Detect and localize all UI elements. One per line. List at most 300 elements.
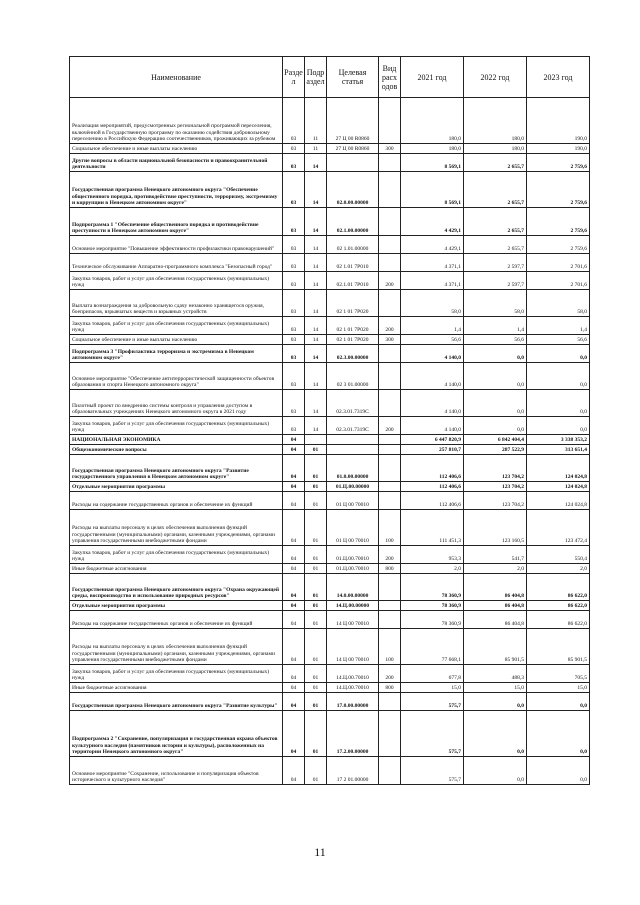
- cell-year-2021: 15,0: [401, 683, 464, 693]
- table-row: [70, 317, 590, 335]
- cell-subsection: 01: [305, 510, 327, 546]
- cell-name: Расходы на выплаты персоналу в целях обеспечения выполнения функций государственными (муниципальными) органами, казенными учреждениями, органами управления государственными внебюджетными фондами: [70, 629, 283, 665]
- cell-year-2021: 6 447 820,9: [401, 435, 464, 445]
- cell-year-2023: 0,0: [527, 693, 590, 711]
- cell-expense-type: [379, 290, 401, 317]
- cell-target-article: 02.3.01.7319C: [327, 390, 379, 417]
- table-row: [70, 455, 590, 482]
- cell-subsection: [305, 435, 327, 445]
- cell-subsection: 14: [305, 335, 327, 345]
- cell-target-article: 02 1 01 7P020: [327, 317, 379, 335]
- header-expense-type: Вид расх одов: [379, 57, 401, 98]
- cell-year-2023: 0,0: [527, 390, 590, 417]
- cell-year-2022: 287 522,9: [464, 445, 527, 455]
- cell-expense-type: 100: [379, 629, 401, 665]
- cell-target-article: 17 2 01.00000: [327, 757, 379, 785]
- cell-year-2023: 0,0: [527, 417, 590, 435]
- cell-year-2022: 2,0: [464, 564, 527, 574]
- cell-expense-type: [379, 757, 401, 785]
- cell-year-2021: 4 371,1: [401, 254, 464, 272]
- table-row: [70, 693, 590, 711]
- cell-section: 03: [283, 208, 305, 236]
- cell-year-2021: 4 140,0: [401, 345, 464, 363]
- cell-year-2022: 86 404,8: [464, 601, 527, 611]
- cell-target-article: 01.Ц.00.70010: [327, 564, 379, 574]
- cell-section: 03: [283, 345, 305, 363]
- cell-target-article: 14.Ц.00.00000: [327, 601, 379, 611]
- cell-year-2021: 111 451,3: [401, 510, 464, 546]
- cell-target-article: [327, 445, 379, 455]
- cell-name: Отдельные мероприятия программы: [70, 601, 283, 611]
- cell-year-2021: 575,7: [401, 693, 464, 711]
- cell-year-2021: 1,4: [401, 317, 464, 335]
- table-row: [70, 482, 590, 492]
- cell-expense-type: [379, 154, 401, 172]
- cell-name: НАЦИОНАЛЬНАЯ ЭКОНОМИКА: [70, 435, 283, 445]
- cell-year-2022: 488,3: [464, 665, 527, 683]
- header-name: Наименование: [70, 57, 283, 98]
- cell-year-2021: 575,7: [401, 757, 464, 785]
- cell-year-2021: 953,3: [401, 546, 464, 564]
- cell-section: 04: [283, 629, 305, 665]
- cell-target-article: 27 Ц 00 R0860: [327, 144, 379, 154]
- cell-expense-type: [379, 363, 401, 390]
- cell-year-2023: 313 651,4: [527, 445, 590, 455]
- cell-year-2023: 0,0: [527, 345, 590, 363]
- cell-subsection: 01: [305, 482, 327, 492]
- cell-year-2021: 2,0: [401, 564, 464, 574]
- cell-target-article: 02 1 01 7P020: [327, 335, 379, 345]
- cell-year-2023: 15,0: [527, 683, 590, 693]
- header-subsection: Подр аздел: [305, 57, 327, 98]
- cell-year-2022: 123 160,5: [464, 510, 527, 546]
- table-row: [70, 335, 590, 345]
- cell-target-article: [327, 154, 379, 172]
- cell-year-2023: 2 759,6: [527, 172, 590, 208]
- cell-year-2021: 4 140,0: [401, 390, 464, 417]
- cell-expense-type: 800: [379, 564, 401, 574]
- cell-expense-type: [379, 455, 401, 482]
- table-row: [70, 363, 590, 390]
- cell-year-2022: 0,0: [464, 693, 527, 711]
- cell-year-2023: 56,6: [527, 335, 590, 345]
- cell-year-2021: 4 429,1: [401, 236, 464, 254]
- cell-year-2023: 58,0: [527, 290, 590, 317]
- cell-section: 04: [283, 757, 305, 785]
- cell-section: 04: [283, 482, 305, 492]
- cell-section: 03: [283, 335, 305, 345]
- cell-subsection: 11: [305, 98, 327, 144]
- cell-name: Расходы на содержание государственных органов и обеспечение их функций: [70, 492, 283, 510]
- cell-expense-type: 100: [379, 510, 401, 546]
- cell-expense-type: [379, 236, 401, 254]
- budget-document: [69, 56, 589, 785]
- cell-year-2022: 2 655,7: [464, 172, 527, 208]
- cell-subsection: 01: [305, 629, 327, 665]
- cell-section: 03: [283, 236, 305, 254]
- table-row: [70, 546, 590, 564]
- cell-section: 03: [283, 172, 305, 208]
- cell-name: Государственная программа Ненецкого автономного округа "Развитие культуры": [70, 693, 283, 711]
- cell-expense-type: [379, 345, 401, 363]
- table-row: [70, 601, 590, 611]
- cell-subsection: 11: [305, 144, 327, 154]
- cell-name: Реализация мероприятий, предусмотренных региональной программой переселения, включённой в Государственную программу по оказанию содействия добровольному переселению в Российскую Федерацию соотечественников, проживающих за рубежом: [70, 98, 283, 144]
- cell-year-2022: 56,6: [464, 335, 527, 345]
- cell-year-2023: 550,4: [527, 546, 590, 564]
- cell-subsection: 14: [305, 363, 327, 390]
- cell-subsection: 01: [305, 492, 327, 510]
- header-section: Разде л: [283, 57, 305, 98]
- cell-section: 04: [283, 492, 305, 510]
- cell-year-2022: 180,0: [464, 98, 527, 144]
- cell-expense-type: [379, 482, 401, 492]
- table-row: [70, 290, 590, 317]
- cell-name: Основное мероприятие "Повышение эффективности профилактики правонарушений": [70, 236, 283, 254]
- cell-expense-type: 200: [379, 317, 401, 335]
- cell-target-article: 02 1 01 7P020: [327, 290, 379, 317]
- cell-section: 04: [283, 665, 305, 683]
- cell-year-2022: 0,0: [464, 757, 527, 785]
- cell-target-article: 14 Ц 00 70010: [327, 611, 379, 629]
- cell-expense-type: [379, 172, 401, 208]
- cell-year-2021: 257 810,7: [401, 445, 464, 455]
- cell-subsection: 01: [305, 611, 327, 629]
- cell-subsection: 14: [305, 290, 327, 317]
- table-row: [70, 574, 590, 601]
- cell-year-2021: 677,8: [401, 665, 464, 683]
- cell-target-article: 14.0.00.00000: [327, 574, 379, 601]
- cell-year-2021: 112 406,6: [401, 482, 464, 492]
- cell-target-article: 14.Ц.00.70010: [327, 665, 379, 683]
- header-year-2023: 2023 год: [527, 57, 590, 98]
- header-year-2021: 2021 год: [401, 57, 464, 98]
- cell-year-2023: 124 024,8: [527, 492, 590, 510]
- cell-name: Техническое обслуживание Аппаратно-программного комплекса "Безопасный город": [70, 254, 283, 272]
- cell-name: Закупка товаров, работ и услуг для обеспечения государственных (муниципальных) нужд: [70, 546, 283, 564]
- cell-year-2021: 8 569,1: [401, 172, 464, 208]
- table-row: [70, 665, 590, 683]
- cell-year-2021: 4 140,0: [401, 363, 464, 390]
- cell-subsection: 14: [305, 345, 327, 363]
- cell-section: 03: [283, 154, 305, 172]
- cell-expense-type: 200: [379, 272, 401, 290]
- table-row: [70, 445, 590, 455]
- cell-name: Закупка товаров, работ и услуг для обеспечения государственных (муниципальных) нужд: [70, 272, 283, 290]
- cell-target-article: 02.0.00.00000: [327, 172, 379, 208]
- cell-subsection: 14: [305, 417, 327, 435]
- cell-expense-type: 300: [379, 335, 401, 345]
- cell-target-article: 01.Ц.00.00000: [327, 482, 379, 492]
- cell-year-2021: 180,0: [401, 144, 464, 154]
- cell-name: Другие вопросы в области национальной безопасности и правоохранительной деятельности: [70, 154, 283, 172]
- table-row: [70, 757, 590, 785]
- cell-year-2023: 2 759,6: [527, 154, 590, 172]
- cell-name: Выплата вознаграждения за добровольную сдачу незаконно хранящегося оружия, боеприпасов, взрывчатых веществ и взрывных устройств: [70, 290, 283, 317]
- cell-year-2022: 123 704,2: [464, 482, 527, 492]
- cell-name: Социальное обеспечение и иные выплаты населению: [70, 335, 283, 345]
- cell-section: 04: [283, 693, 305, 711]
- table-row: [70, 208, 590, 236]
- cell-year-2021: 78 360,9: [401, 601, 464, 611]
- cell-year-2021: 56,6: [401, 335, 464, 345]
- cell-subsection: 01: [305, 445, 327, 455]
- cell-subsection: 01: [305, 574, 327, 601]
- cell-year-2023: 2 759,6: [527, 208, 590, 236]
- cell-year-2022: 58,0: [464, 290, 527, 317]
- header-target-article: Целевая статья: [327, 57, 379, 98]
- table-row: [70, 564, 590, 574]
- cell-subsection: 01: [305, 757, 327, 785]
- cell-name: Общеэкономические вопросы: [70, 445, 283, 455]
- cell-expense-type: [379, 254, 401, 272]
- cell-subsection: 14: [305, 272, 327, 290]
- cell-subsection: 01: [305, 693, 327, 711]
- cell-expense-type: [379, 574, 401, 601]
- cell-year-2022: 86 404,8: [464, 611, 527, 629]
- cell-name: Отдельные мероприятия программы: [70, 482, 283, 492]
- cell-target-article: 02.3.00.00000: [327, 345, 379, 363]
- cell-section: 04: [283, 601, 305, 611]
- cell-year-2022: 123 704,2: [464, 455, 527, 482]
- cell-name: Закупка товаров, работ и услуг для обеспечения государственных (муниципальных) нужд: [70, 317, 283, 335]
- cell-name: Социальное обеспечение и иные выплаты населению: [70, 144, 283, 154]
- cell-year-2023: 124 024,8: [527, 455, 590, 482]
- cell-section: 04: [283, 711, 305, 757]
- cell-year-2022: 0,0: [464, 417, 527, 435]
- cell-year-2023: 86 622,0: [527, 574, 590, 601]
- cell-target-article: 02.3.01.7319C: [327, 417, 379, 435]
- cell-target-article: 14.Ц.00.70010: [327, 683, 379, 693]
- cell-year-2023: 190,0: [527, 98, 590, 144]
- cell-subsection: 14: [305, 254, 327, 272]
- table-body: [70, 98, 590, 785]
- cell-subsection: 14: [305, 317, 327, 335]
- cell-target-article: 02.1.00.00000: [327, 208, 379, 236]
- cell-name: Государственная программа Ненецкого автономного округа "Обеспечение общественного порядка, противодействие преступности, терроризму, экстремизму и коррупции в Ненецком автономном округе": [70, 172, 283, 208]
- cell-year-2022: 2 655,7: [464, 236, 527, 254]
- cell-year-2023: 2 701,6: [527, 272, 590, 290]
- cell-year-2021: 4 429,1: [401, 208, 464, 236]
- cell-year-2023: 0,0: [527, 363, 590, 390]
- cell-expense-type: [379, 693, 401, 711]
- table-row: [70, 98, 590, 144]
- cell-year-2021: 4 140,0: [401, 417, 464, 435]
- cell-year-2022: 15,0: [464, 683, 527, 693]
- cell-subsection: 01: [305, 683, 327, 693]
- cell-expense-type: 200: [379, 417, 401, 435]
- cell-section: 04: [283, 564, 305, 574]
- cell-year-2022: 0,0: [464, 711, 527, 757]
- cell-name: Закупка товаров, работ и услуг для обеспечения государственных (муниципальных) нужд: [70, 417, 283, 435]
- cell-section: 03: [283, 254, 305, 272]
- cell-target-article: 02.1.01 7P010: [327, 272, 379, 290]
- table-row: [70, 510, 590, 546]
- cell-expense-type: [379, 711, 401, 757]
- table-row: [70, 711, 590, 757]
- cell-expense-type: [379, 611, 401, 629]
- table-row: [70, 390, 590, 417]
- cell-name: Подпрограмма 2 "Сохранение, популяризация и государственная охрана объектов культурного наследия (памятников истории и культуры), расположенных на территории Ненецкого автономного округа": [70, 711, 283, 757]
- cell-expense-type: 300: [379, 144, 401, 154]
- cell-subsection: 01: [305, 665, 327, 683]
- table-row: [70, 683, 590, 693]
- cell-year-2021: 58,0: [401, 290, 464, 317]
- cell-expense-type: 200: [379, 665, 401, 683]
- cell-name: Расходы на выплаты персоналу в целях обеспечения выполнения функций государственными (муниципальными) органами, казенными учреждениями, органами управления государственными внебюджетными фондами: [70, 510, 283, 546]
- cell-target-article: 02 1.01.00000: [327, 236, 379, 254]
- cell-expense-type: [379, 98, 401, 144]
- cell-name: Расходы на содержание государственных органов и обеспечение их функций: [70, 611, 283, 629]
- cell-target-article: 17.0.00.00000: [327, 693, 379, 711]
- cell-subsection: 01: [305, 601, 327, 611]
- cell-year-2023: 86 622,0: [527, 611, 590, 629]
- cell-subsection: 01: [305, 711, 327, 757]
- cell-name: Основное мероприятие "Обеспечение антитеррористической защищенности объектов образования и спорта Ненецкого автономного округа": [70, 363, 283, 390]
- cell-expense-type: [379, 492, 401, 510]
- cell-name: Закупка товаров, работ и услуг для обеспечения государственных (муниципальных) нужд: [70, 665, 283, 683]
- cell-year-2022: 1,4: [464, 317, 527, 335]
- cell-year-2022: 0,0: [464, 363, 527, 390]
- cell-year-2023: 1,4: [527, 317, 590, 335]
- cell-expense-type: 200: [379, 546, 401, 564]
- cell-subsection: 14: [305, 208, 327, 236]
- cell-section: 04: [283, 445, 305, 455]
- table-row: [70, 172, 590, 208]
- cell-target-article: 14 Ц 00 70010: [327, 629, 379, 665]
- table-row: [70, 492, 590, 510]
- cell-expense-type: 800: [379, 683, 401, 693]
- cell-year-2023: 705,5: [527, 665, 590, 683]
- table-row: [70, 345, 590, 363]
- cell-expense-type: [379, 601, 401, 611]
- cell-name: Основное мероприятие "Сохранение, использование и популяризация объектов исторического и культурного наследия": [70, 757, 283, 785]
- cell-section: 03: [283, 144, 305, 154]
- cell-year-2021: 78 360,9: [401, 611, 464, 629]
- cell-expense-type: [379, 390, 401, 417]
- cell-subsection: 01: [305, 546, 327, 564]
- cell-section: 03: [283, 98, 305, 144]
- cell-expense-type: [379, 445, 401, 455]
- cell-year-2022: 541,7: [464, 546, 527, 564]
- cell-target-article: 01.Ц.00.70010: [327, 546, 379, 564]
- cell-section: 04: [283, 510, 305, 546]
- cell-subsection: 01: [305, 564, 327, 574]
- cell-year-2023: 2 759,6: [527, 236, 590, 254]
- cell-name: Иные бюджетные ассигнования: [70, 683, 283, 693]
- cell-year-2023: 190,0: [527, 144, 590, 154]
- table-row: [70, 417, 590, 435]
- cell-name: Государственная программа Ненецкого автономного округа "Развитие государственного управления в Ненецком автономном округе": [70, 455, 283, 482]
- table-header-row: [70, 57, 590, 98]
- page-number: 11: [314, 845, 326, 859]
- table-row: [70, 154, 590, 172]
- cell-year-2022: 6 842 404,4: [464, 435, 527, 445]
- cell-year-2021: 77 668,1: [401, 629, 464, 665]
- cell-section: 04: [283, 435, 305, 445]
- cell-year-2022: 123 704,2: [464, 492, 527, 510]
- cell-subsection: 14: [305, 172, 327, 208]
- cell-section: 03: [283, 317, 305, 335]
- cell-year-2022: 2 655,7: [464, 208, 527, 236]
- cell-year-2021: 575,7: [401, 711, 464, 757]
- table-row: [70, 435, 590, 445]
- cell-target-article: 01.0.00.00000: [327, 455, 379, 482]
- cell-year-2023: 0,0: [527, 757, 590, 785]
- cell-section: 04: [283, 611, 305, 629]
- cell-target-article: 27 Ц 00 R0860: [327, 98, 379, 144]
- table-row: [70, 144, 590, 154]
- cell-year-2023: 124 024,8: [527, 482, 590, 492]
- cell-year-2021: 112 406,6: [401, 492, 464, 510]
- table-row: [70, 236, 590, 254]
- cell-subsection: 01: [305, 455, 327, 482]
- budget-table: [69, 56, 590, 785]
- cell-year-2021: 78 360,9: [401, 574, 464, 601]
- cell-target-article: 17.2.00.00000: [327, 711, 379, 757]
- cell-target-article: 01 Ц 00 70010: [327, 492, 379, 510]
- cell-target-article: 02 1.01 7P010: [327, 254, 379, 272]
- cell-name: Иные бюджетные ассигнования: [70, 564, 283, 574]
- cell-year-2022: 180,0: [464, 144, 527, 154]
- cell-subsection: 14: [305, 236, 327, 254]
- cell-year-2022: 86 404,8: [464, 574, 527, 601]
- cell-expense-type: [379, 208, 401, 236]
- header-year-2022: 2022 год: [464, 57, 527, 98]
- cell-name: Государственная программа Ненецкого автономного округа "Охрана окружающей среды, воспроизводство и использование природных ресурсов": [70, 574, 283, 601]
- cell-section: 03: [283, 390, 305, 417]
- cell-name: Подпрограмма 1 "Обеспечение общественного порядка и противодействие преступности в Ненецком автономном округе": [70, 208, 283, 236]
- cell-year-2023: 123 472,4: [527, 510, 590, 546]
- table-row: [70, 629, 590, 665]
- cell-year-2023: 2 701,6: [527, 254, 590, 272]
- cell-target-article: 02 3 01.00000: [327, 363, 379, 390]
- table-row: [70, 611, 590, 629]
- cell-name: Пилотный проект по внедрению системы контроля и управления доступом в образовательных учреждениях Ненецкого автономного округа в 2021 году: [70, 390, 283, 417]
- cell-year-2022: 0,0: [464, 345, 527, 363]
- cell-expense-type: [379, 435, 401, 445]
- cell-subsection: 14: [305, 154, 327, 172]
- cell-section: 03: [283, 290, 305, 317]
- cell-year-2021: 112 406,6: [401, 455, 464, 482]
- cell-target-article: [327, 435, 379, 445]
- cell-year-2021: 8 569,1: [401, 154, 464, 172]
- cell-year-2023: 3 338 353,2: [527, 435, 590, 445]
- cell-name: Подпрограмма 3 "Профилактика терроризма и экстремизма в Ненецком автономном округе": [70, 345, 283, 363]
- cell-year-2021: 4 371,1: [401, 272, 464, 290]
- table-row: [70, 254, 590, 272]
- cell-section: 03: [283, 363, 305, 390]
- cell-section: 04: [283, 455, 305, 482]
- cell-section: 04: [283, 546, 305, 564]
- cell-section: 03: [283, 417, 305, 435]
- cell-year-2022: 2 597,7: [464, 254, 527, 272]
- cell-year-2021: 180,0: [401, 98, 464, 144]
- cell-year-2023: 85 901,5: [527, 629, 590, 665]
- cell-year-2022: 2 655,7: [464, 154, 527, 172]
- cell-year-2022: 85 901,5: [464, 629, 527, 665]
- cell-subsection: 14: [305, 390, 327, 417]
- cell-year-2022: 2 597,7: [464, 272, 527, 290]
- cell-year-2023: 0,0: [527, 711, 590, 757]
- table-row: [70, 272, 590, 290]
- cell-section: 04: [283, 683, 305, 693]
- cell-target-article: 01 Ц 00 70010: [327, 510, 379, 546]
- cell-year-2022: 0,0: [464, 390, 527, 417]
- cell-year-2023: 86 622,0: [527, 601, 590, 611]
- cell-year-2023: 2,0: [527, 564, 590, 574]
- cell-section: 04: [283, 574, 305, 601]
